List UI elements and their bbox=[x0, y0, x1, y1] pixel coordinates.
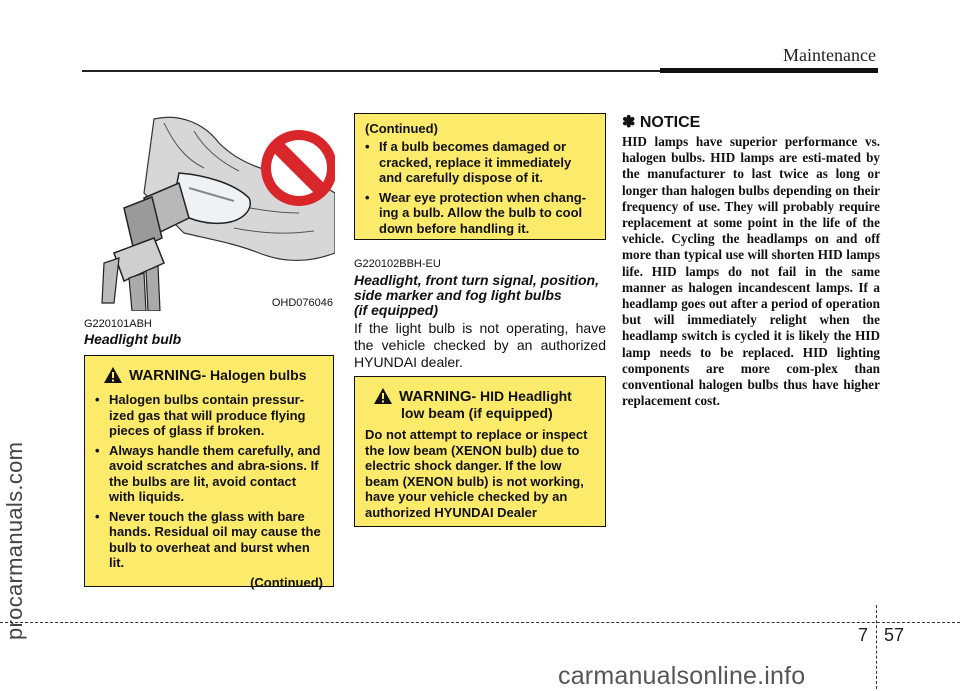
hand-holding-bulb-illustration bbox=[84, 113, 335, 311]
page-header-title: Maintenance bbox=[783, 45, 876, 65]
warning-subject: - Halogen bulbs bbox=[201, 367, 307, 383]
warning-subject: - HID Headlight bbox=[471, 388, 572, 404]
warning-continued-list bbox=[365, 139, 597, 236]
footer-rule bbox=[0, 622, 960, 623]
section-title: Headlight bulb bbox=[84, 331, 182, 347]
warning-triangle-icon bbox=[103, 366, 123, 384]
section-title bbox=[354, 273, 614, 318]
notice-body: HID lamps have superior performance vs. halogen bulbs. HID lamps are esti-mated by the manufacturer to last twice as long or longer than halogen bulbs depending on their frequency of use. They will probably require replacement at some point in the life of the vehicle. Cycling the headlamps on and off more than typical use will shorten HID lamps life. HID lamps do not fail in the same manner as halogen incandescent lamps. If a headlamp goes out after a period of operation but will immediately relight when the headlamp switch is cycled it is likely the HID lamp needs to be replaced. HID lighting components are more com-plex than conventional halogen bulbs thus have higher replacement cost. bbox=[622, 134, 880, 409]
chapter-number: 7 bbox=[858, 625, 869, 645]
warning-subject-line2: low beam (if equipped) bbox=[401, 405, 553, 421]
notice-label: NOTICE bbox=[639, 114, 701, 131]
warning-halogen-box bbox=[84, 355, 334, 590]
asterisk-icon: ✽ bbox=[622, 114, 636, 131]
warning-title bbox=[103, 366, 323, 384]
notice-title bbox=[622, 112, 700, 132]
warning-hid-box bbox=[354, 376, 606, 527]
section-title-line: side marker and fog light bulbs bbox=[354, 287, 562, 303]
section-title-line: Headlight, front turn signal, position, bbox=[354, 272, 599, 288]
warning-continued-box bbox=[354, 113, 606, 240]
warning-triangle-icon bbox=[373, 387, 393, 405]
headlight-bulb-figure bbox=[84, 113, 335, 311]
prohibition-icon bbox=[261, 130, 335, 206]
list-item: • Always handle them carefully, and avoid scratches and abra-sions. If the bulbs are lit, avoid contact with liquids. bbox=[95, 443, 323, 505]
section-title-line: (if equipped) bbox=[354, 302, 438, 318]
continued-heading: (Continued) bbox=[365, 121, 438, 136]
page-number-divider bbox=[876, 605, 877, 689]
section-code: G220101ABH bbox=[84, 318, 152, 330]
bottom-watermark: carmanualsonline.info bbox=[558, 662, 806, 690]
continued-label: (Continued) bbox=[250, 574, 323, 590]
warning-word: WARNING bbox=[399, 387, 472, 405]
figure-code: OHD076046 bbox=[271, 297, 333, 309]
section-code: G220102BBH-EU bbox=[354, 258, 441, 270]
list-item: • Wear eye protection when chang-ing a bulb. Allow the bulb to cool down before handling it. bbox=[365, 190, 597, 237]
warning-hid-body: Do not attempt to replace or inspect the low beam (XENON bulb) due to electric shock danger. If the low beam (XENON bulb) is not working, have your vehicle checked by an authorized HYUNDAI Dealer bbox=[365, 427, 588, 520]
list-item: • If a bulb becomes damaged or cracked, replace it immediately and carefully dispose of it. bbox=[365, 139, 597, 186]
header-rule-accent bbox=[660, 68, 878, 73]
section-body: If the light bulb is not operating, have the vehicle checked by an authorized HYUNDAI dealer. bbox=[354, 320, 606, 370]
warning-halogen-list bbox=[95, 392, 323, 571]
page-number: 57 bbox=[884, 625, 905, 645]
list-item: • Halogen bulbs contain pressur-ized gas that will produce flying pieces of glass if broken. bbox=[95, 392, 323, 439]
list-item: • Never touch the glass with bare hands. Residual oil may cause the bulb to overheat and burst when lit. bbox=[95, 509, 323, 571]
warning-title bbox=[373, 387, 597, 405]
warning-word: WARNING bbox=[129, 366, 202, 384]
side-watermark: procarmanuals.com bbox=[2, 441, 27, 640]
